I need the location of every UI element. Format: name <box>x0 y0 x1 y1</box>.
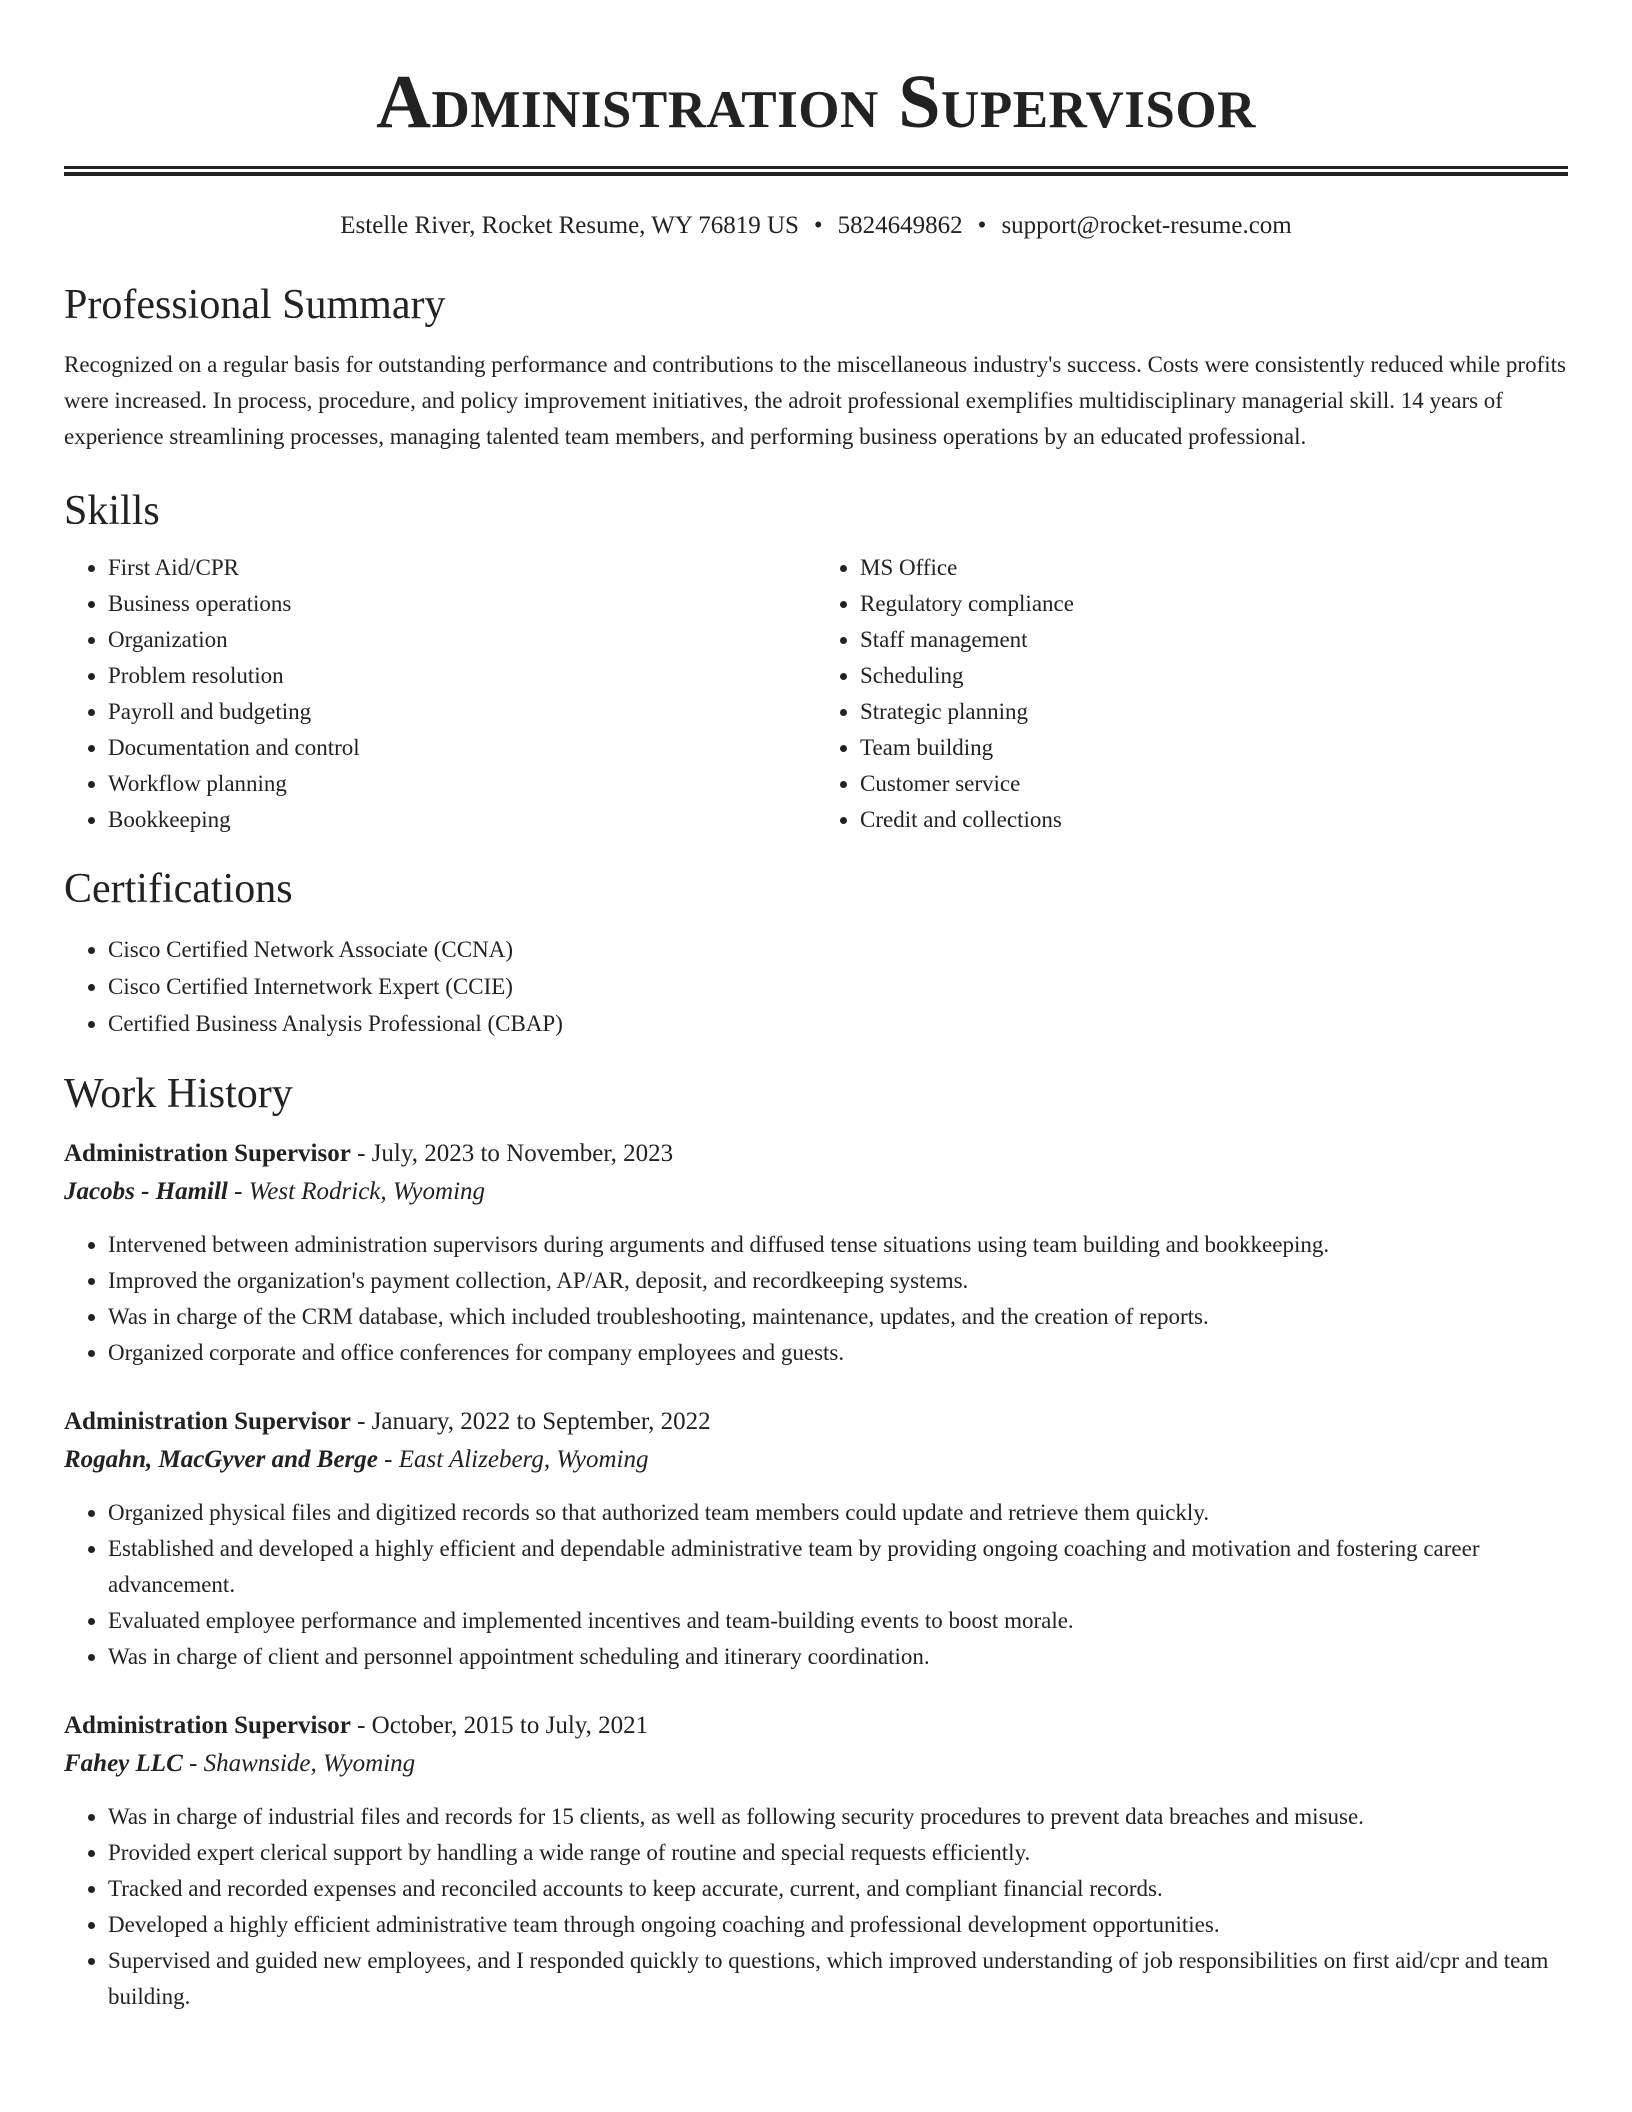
contact-line <box>64 213 1568 239</box>
contact-phone: 5824649862 <box>837 212 963 239</box>
skill-item: • Business operations <box>108 586 816 622</box>
duty-item: • Was in charge of the CRM database, which included troubleshooting, maintenance, updates, and the creation of reports. <box>108 1299 1568 1335</box>
skill-item: • Credit and collections <box>860 802 1568 838</box>
job-title: Administration Supervisor <box>64 1408 351 1435</box>
page-title: Administration Supervisor <box>376 60 1256 144</box>
duty-item: • Was in charge of client and personnel appointment scheduling and itinerary coordination. <box>108 1639 1568 1675</box>
job-location: - West Rodrick, Wyoming <box>227 1178 486 1205</box>
skills-heading: Skills <box>64 488 160 534</box>
job-company: Rogahn, MacGyver and Berge <box>64 1446 378 1473</box>
contact-address: Estelle River, Rocket Resume, WY 76819 US <box>340 212 799 239</box>
duty-item: • Was in charge of industrial files and records for 15 clients, as well as following security procedures to prevent data breaches and misuse. <box>108 1799 1568 1835</box>
job-company-line <box>64 1173 1568 1211</box>
duty-item: • Established and developed a highly efficient and dependable administrative team by providing ongoing coaching and motivation and fostering career advancement. <box>108 1531 1568 1603</box>
skills-list-right <box>816 550 1568 838</box>
resume-page <box>64 0 1568 2015</box>
skill-item: • Payroll and budgeting <box>108 694 816 730</box>
job-company-line <box>64 1745 1568 1783</box>
duty-item: • Developed a highly efficient administrative team through ongoing coaching and professional development opportunities. <box>108 1907 1568 1943</box>
duty-item: • Organized physical files and digitized records so that authorized team members could update and retrieve them quickly. <box>108 1495 1568 1531</box>
skill-item: • Regulatory compliance <box>860 586 1568 622</box>
contact-separator: • <box>977 212 987 239</box>
duty-item: • Organized corporate and office conferences for company employees and guests. <box>108 1335 1568 1371</box>
job-location: - Shawnside, Wyoming <box>182 1750 416 1777</box>
job-company: Fahey LLC <box>64 1750 183 1777</box>
job-company: Jacobs - Hamill <box>64 1178 228 1205</box>
summary-heading: Professional Summary <box>64 282 446 328</box>
job-duties <box>64 1227 1568 1371</box>
job-title-line <box>64 1135 1568 1173</box>
skill-item: • First Aid/CPR <box>108 550 816 586</box>
contact-email: support@rocket-resume.com <box>1001 212 1292 239</box>
certification-item: • Cisco Certified Network Associate (CCNA) <box>108 931 1568 968</box>
certification-item: • Certified Business Analysis Professional (CBAP) <box>108 1005 1568 1042</box>
job-company-line <box>64 1441 1568 1479</box>
duty-item: • Intervened between administration supervisors during arguments and diffused tense situations using team building and bookkeeping. <box>108 1227 1568 1263</box>
skill-item: • Bookkeeping <box>108 802 816 838</box>
job-title-line <box>64 1403 1568 1441</box>
job-title: Administration Supervisor <box>64 1712 351 1739</box>
job-entry <box>64 1135 1568 1371</box>
summary-text: Recognized on a regular basis for outstanding performance and contributions to the miscellaneous industry's success. Costs were consistently reduced while profits were increased. In process, procedure, and policy improvement initiatives, the adroit professional exemplifies multidisciplinary managerial skill. 14 years of experience streamlining processes, managing talented team members, and performing business operations by an educated professional. <box>64 352 1566 449</box>
job-title-line <box>64 1707 1568 1745</box>
job-duties <box>64 1495 1568 1675</box>
skill-item: • Strategic planning <box>860 694 1568 730</box>
skill-item: • Scheduling <box>860 658 1568 694</box>
duty-item: • Provided expert clerical support by handling a wide range of routine and special requests efficiently. <box>108 1835 1568 1871</box>
contact-separator: • <box>813 212 823 239</box>
skill-item: • Documentation and control <box>108 730 816 766</box>
skill-item: • Staff management <box>860 622 1568 658</box>
job-duties <box>64 1799 1568 2015</box>
job-dates: - January, 2022 to September, 2022 <box>350 1408 711 1435</box>
job-dates: - October, 2015 to July, 2021 <box>350 1712 649 1739</box>
skill-item: • Customer service <box>860 766 1568 802</box>
duty-item: • Supervised and guided new employees, and I responded quickly to questions, which improved understanding of job responsibilities on first aid/cpr and team building. <box>108 1943 1568 2015</box>
skill-item: • Organization <box>108 622 816 658</box>
job-entry <box>64 1707 1568 2015</box>
certifications-heading: Certifications <box>64 866 293 912</box>
job-location: - East Alizeberg, Wyoming <box>377 1446 649 1473</box>
skill-item: • Team building <box>860 730 1568 766</box>
duty-item: • Evaluated employee performance and implemented incentives and team-building events to boost morale. <box>108 1603 1568 1639</box>
job-title: Administration Supervisor <box>64 1140 351 1167</box>
skills-columns <box>64 550 1568 838</box>
job-dates: - July, 2023 to November, 2023 <box>350 1140 674 1167</box>
skills-list-left <box>64 550 816 838</box>
certification-item: • Cisco Certified Internetwork Expert (CCIE) <box>108 968 1568 1005</box>
certifications-list <box>64 931 1568 1042</box>
skill-item: • Problem resolution <box>108 658 816 694</box>
title-divider <box>64 166 1568 176</box>
duty-item: • Tracked and recorded expenses and reconciled accounts to keep accurate, current, and compliant financial records. <box>108 1871 1568 1907</box>
skill-item: • MS Office <box>860 550 1568 586</box>
job-entry <box>64 1403 1568 1675</box>
duty-item: • Improved the organization's payment collection, AP/AR, deposit, and recordkeeping systems. <box>108 1263 1568 1299</box>
skill-item: • Workflow planning <box>108 766 816 802</box>
work-history-heading: Work History <box>64 1071 293 1117</box>
